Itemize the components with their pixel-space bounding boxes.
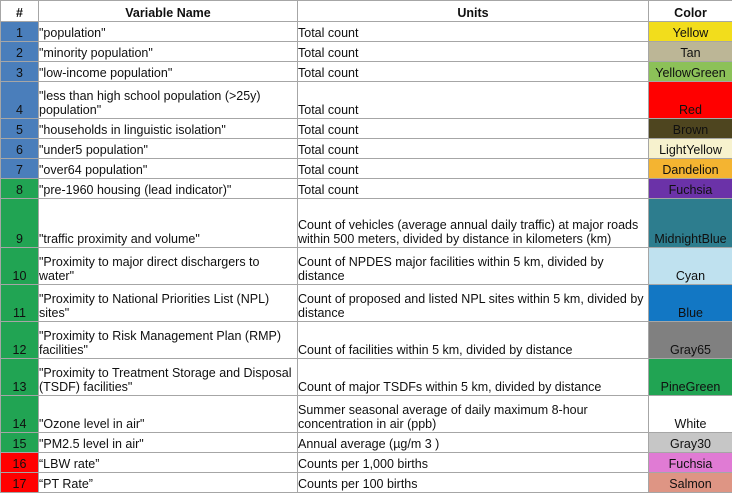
variable-name-cell: "households in linguistic isolation" bbox=[39, 119, 298, 139]
color-swatch-cell: Gray30 bbox=[649, 433, 732, 453]
variable-name-cell: "Proximity to National Priorities List (NPL) sites" bbox=[39, 285, 298, 322]
column-header-units: Units bbox=[298, 1, 649, 22]
row-number-cell: 5 bbox=[1, 119, 39, 139]
table-row bbox=[1, 42, 732, 62]
variable-name-cell: "pre-1960 housing (lead indicator)" bbox=[39, 179, 298, 199]
units-cell: Counts per 1,000 births bbox=[298, 453, 649, 473]
variable-name-cell: "Ozone level in air" bbox=[39, 396, 298, 433]
variable-name-cell: "under5 population" bbox=[39, 139, 298, 159]
units-cell: Annual average (µg/m 3 ) bbox=[298, 433, 649, 453]
column-header-number: # bbox=[1, 1, 39, 22]
column-header-variable-name: Variable Name bbox=[39, 1, 298, 22]
table-row bbox=[1, 82, 732, 119]
table-header-row bbox=[1, 1, 732, 22]
units-cell: Total count bbox=[298, 139, 649, 159]
color-swatch-cell: MidnightBlue bbox=[649, 199, 732, 248]
table-row bbox=[1, 285, 732, 322]
table-row bbox=[1, 159, 732, 179]
units-cell: Summer seasonal average of daily maximum 8-hour concentration in air (ppb) bbox=[298, 396, 649, 433]
table-row bbox=[1, 199, 732, 248]
color-swatch-cell: Fuchsia bbox=[649, 179, 732, 199]
variable-name-cell: "traffic proximity and volume" bbox=[39, 199, 298, 248]
row-number-cell: 8 bbox=[1, 179, 39, 199]
row-number-cell: 3 bbox=[1, 62, 39, 82]
table-row bbox=[1, 322, 732, 359]
color-swatch-cell: Gray65 bbox=[649, 322, 732, 359]
table-row bbox=[1, 359, 732, 396]
table-row bbox=[1, 396, 732, 433]
units-cell: Count of vehicles (average annual daily traffic) at major roads within 500 meters, divided by distance in kilometers (km) bbox=[298, 199, 649, 248]
color-swatch-cell: Yellow bbox=[649, 22, 732, 42]
variable-name-cell: "less than high school population (>25y) population" bbox=[39, 82, 298, 119]
table-row bbox=[1, 473, 732, 493]
column-header-color: Color bbox=[649, 1, 732, 22]
variable-name-cell: “PT Rate” bbox=[39, 473, 298, 493]
color-swatch-cell: Cyan bbox=[649, 248, 732, 285]
variable-name-cell: "Proximity to major direct dischargers to water" bbox=[39, 248, 298, 285]
table-row bbox=[1, 139, 732, 159]
color-swatch-cell: Salmon bbox=[649, 473, 732, 493]
row-number-cell: 13 bbox=[1, 359, 39, 396]
variable-name-cell: “LBW rate” bbox=[39, 453, 298, 473]
color-swatch-cell: LightYellow bbox=[649, 139, 732, 159]
row-number-cell: 2 bbox=[1, 42, 39, 62]
color-swatch-cell: Blue bbox=[649, 285, 732, 322]
color-swatch-cell: Tan bbox=[649, 42, 732, 62]
units-cell: Total count bbox=[298, 82, 649, 119]
units-cell: Total count bbox=[298, 179, 649, 199]
color-swatch-cell: Dandelion bbox=[649, 159, 732, 179]
units-cell: Counts per 100 births bbox=[298, 473, 649, 493]
variable-name-cell: "PM2.5 level in air" bbox=[39, 433, 298, 453]
row-number-cell: 16 bbox=[1, 453, 39, 473]
variable-name-cell: "minority population" bbox=[39, 42, 298, 62]
table-body bbox=[1, 22, 732, 493]
color-swatch-cell: Red bbox=[649, 82, 732, 119]
row-number-cell: 6 bbox=[1, 139, 39, 159]
units-cell: Count of NPDES major facilities within 5 km, divided by distance bbox=[298, 248, 649, 285]
variable-name-cell: "population" bbox=[39, 22, 298, 42]
color-swatch-cell: PineGreen bbox=[649, 359, 732, 396]
row-number-cell: 1 bbox=[1, 22, 39, 42]
units-cell: Total count bbox=[298, 42, 649, 62]
row-number-cell: 10 bbox=[1, 248, 39, 285]
table-row bbox=[1, 433, 732, 453]
row-number-cell: 11 bbox=[1, 285, 39, 322]
row-number-cell: 9 bbox=[1, 199, 39, 248]
variable-name-cell: "Proximity to Treatment Storage and Disposal (TSDF) facilities" bbox=[39, 359, 298, 396]
row-number-cell: 17 bbox=[1, 473, 39, 493]
row-number-cell: 14 bbox=[1, 396, 39, 433]
color-swatch-cell: YellowGreen bbox=[649, 62, 732, 82]
table-row bbox=[1, 62, 732, 82]
table-row bbox=[1, 453, 732, 473]
variable-name-cell: "low-income population" bbox=[39, 62, 298, 82]
units-cell: Total count bbox=[298, 159, 649, 179]
row-number-cell: 12 bbox=[1, 322, 39, 359]
color-swatch-cell: White bbox=[649, 396, 732, 433]
variable-name-cell: "over64 population" bbox=[39, 159, 298, 179]
units-cell: Count of major TSDFs within 5 km, divided by distance bbox=[298, 359, 649, 396]
color-swatch-cell: Fuchsia bbox=[649, 453, 732, 473]
units-cell: Count of facilities within 5 km, divided by distance bbox=[298, 322, 649, 359]
row-number-cell: 7 bbox=[1, 159, 39, 179]
table-row bbox=[1, 119, 732, 139]
units-cell: Count of proposed and listed NPL sites within 5 km, divided by distance bbox=[298, 285, 649, 322]
units-cell: Total count bbox=[298, 22, 649, 42]
color-swatch-cell: Brown bbox=[649, 119, 732, 139]
table-row bbox=[1, 22, 732, 42]
variable-name-cell: "Proximity to Risk Management Plan (RMP) facilities" bbox=[39, 322, 298, 359]
table-row bbox=[1, 248, 732, 285]
units-cell: Total count bbox=[298, 62, 649, 82]
row-number-cell: 4 bbox=[1, 82, 39, 119]
row-number-cell: 15 bbox=[1, 433, 39, 453]
units-cell: Total count bbox=[298, 119, 649, 139]
table-row bbox=[1, 179, 732, 199]
